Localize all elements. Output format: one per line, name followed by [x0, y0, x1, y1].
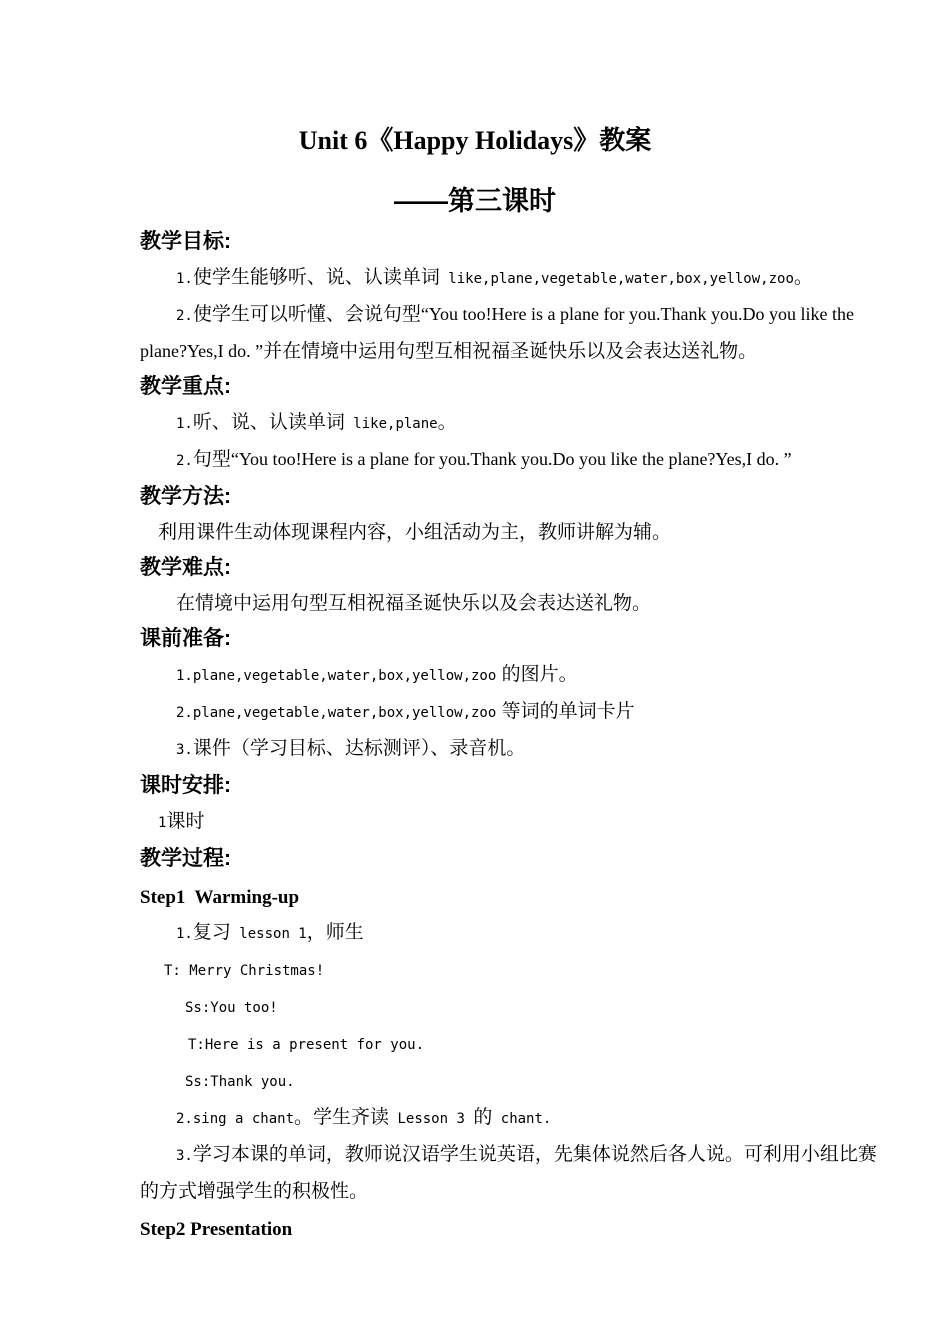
section-heading-schedule: 课时安排:: [140, 774, 231, 797]
objectives-item-2-line-2: [140, 334, 810, 369]
section-key-points: [140, 369, 810, 479]
section-objectives: [140, 224, 854, 369]
chinese-text: 使学生可以听懂、会说句型: [192, 304, 421, 325]
dialog-line-students-1: [140, 989, 810, 1026]
chinese-text: 的: [473, 1107, 493, 1128]
doc-title: Unit 6《Happy Holidays》教案: [298, 126, 652, 155]
english-words: 2.plane,vegetable,water,box,yellow,zoo: [176, 705, 497, 721]
key-points-item-2: [140, 442, 810, 479]
chinese-text: 等词的单词卡片: [496, 701, 635, 722]
item-number: 3.: [176, 742, 193, 758]
preparation-item-2: [140, 694, 810, 731]
methods-body: [140, 515, 810, 550]
english-words: 1.plane,vegetable,water,box,yellow,zoo: [176, 668, 497, 684]
section-preparation: [140, 621, 810, 768]
objectives-item-2-line-1: [140, 297, 854, 334]
step1-item-2: [140, 1100, 810, 1137]
chinese-text: 学习本课的单词，教师说汉语学生说英语，先集体说然后各人说。可利用小组比赛: [192, 1144, 877, 1165]
section-difficulties: [140, 550, 810, 621]
chinese-text: 听、说、认读单词: [192, 412, 345, 433]
dialog-text: Ss:You too!: [185, 1000, 278, 1016]
objectives-item-1: [140, 260, 813, 297]
item-number: 2.: [176, 453, 193, 469]
chinese-text: 的方式增强学生的积极性。: [140, 1181, 369, 1202]
english-words: like,plane: [344, 416, 438, 432]
item-number: 1.: [176, 926, 193, 942]
step1-item-3-line-2: [140, 1174, 810, 1209]
english-words: chant.: [492, 1111, 552, 1127]
dialog-text: T: Merry Christmas!: [164, 963, 325, 979]
english-sentence: plane?Yes,I do. ”: [140, 341, 264, 361]
dialog-text: T:Here is a present for you.: [188, 1037, 425, 1053]
section-heading-preparation: 课前准备:: [140, 627, 231, 650]
chinese-text: 句型: [192, 449, 231, 470]
chinese-text: 复习: [192, 922, 231, 943]
preparation-item-1: [140, 657, 810, 694]
english-words: sing a chant: [192, 1111, 295, 1127]
doc-subtitle: ——第三课时: [394, 186, 556, 216]
number-text: 1: [158, 815, 167, 831]
step2-heading: Step2 Presentation: [140, 1219, 293, 1240]
section-methods: [140, 479, 810, 550]
chinese-text: 课时: [166, 811, 205, 832]
english-words: Lesson 3: [389, 1111, 474, 1127]
item-number: 1.: [176, 416, 193, 432]
schedule-body: [140, 804, 810, 841]
section-heading-process: 教学过程:: [140, 847, 231, 870]
chinese-text: 的图片。: [496, 664, 578, 685]
section-heading-difficulties: 教学难点:: [140, 556, 231, 579]
chinese-text: 。学生齐读: [294, 1107, 390, 1128]
english-words: lesson 1: [230, 926, 307, 942]
section-heading-key-points: 教学重点:: [140, 375, 231, 398]
dialog-text: Ss:Thank you.: [185, 1074, 295, 1090]
english-sentence: “You too!Here is a plane for you.Thank you.Do you like the plane?Yes,I do. ”: [230, 449, 792, 469]
key-points-item-1: [140, 405, 810, 442]
english-words: like,plane,vegetable,water,box,yellow,zoo: [439, 271, 794, 287]
chinese-text: 利用课件生动体现课程内容，小组活动为主，教师讲解为辅。: [158, 522, 672, 543]
dialog-line-students-2: [140, 1063, 810, 1100]
chinese-text: 使学生能够听、说、认读单词: [192, 267, 440, 288]
step1-item-3-line-1: [140, 1137, 877, 1174]
chinese-text: ，师生: [306, 922, 364, 943]
chinese-text: 课件（学习目标、达标测评）、录音机。: [192, 738, 526, 759]
item-number: 3.: [176, 1148, 193, 1164]
english-sentence: “You too!Here is a plane for you.Thank you.Do you like the: [420, 304, 854, 324]
section-heading-methods: 教学方法:: [140, 485, 231, 508]
period: 。: [437, 412, 457, 433]
preparation-item-3: [140, 731, 810, 768]
section-heading-objectives: 教学目标:: [140, 230, 231, 253]
period: 。: [793, 267, 813, 288]
section-process: [140, 841, 877, 1247]
chinese-text: 在情境中运用句型互相祝福圣诞快乐以及会表达送礼物。: [176, 593, 652, 614]
section-schedule: [140, 768, 810, 841]
item-number: 2.: [176, 308, 193, 324]
step1-item-1: [140, 915, 810, 952]
difficulties-body: [140, 586, 810, 621]
step1-heading: Step1 Warming-up: [140, 887, 300, 908]
item-number: 1.: [176, 271, 193, 287]
item-number: 2.: [176, 1111, 193, 1127]
chinese-text: 并在情境中运用句型互相祝福圣诞快乐以及会表达送礼物。: [263, 341, 758, 362]
dialog-line-teacher-1: [140, 952, 810, 989]
dialog-line-teacher-2: [140, 1026, 810, 1063]
